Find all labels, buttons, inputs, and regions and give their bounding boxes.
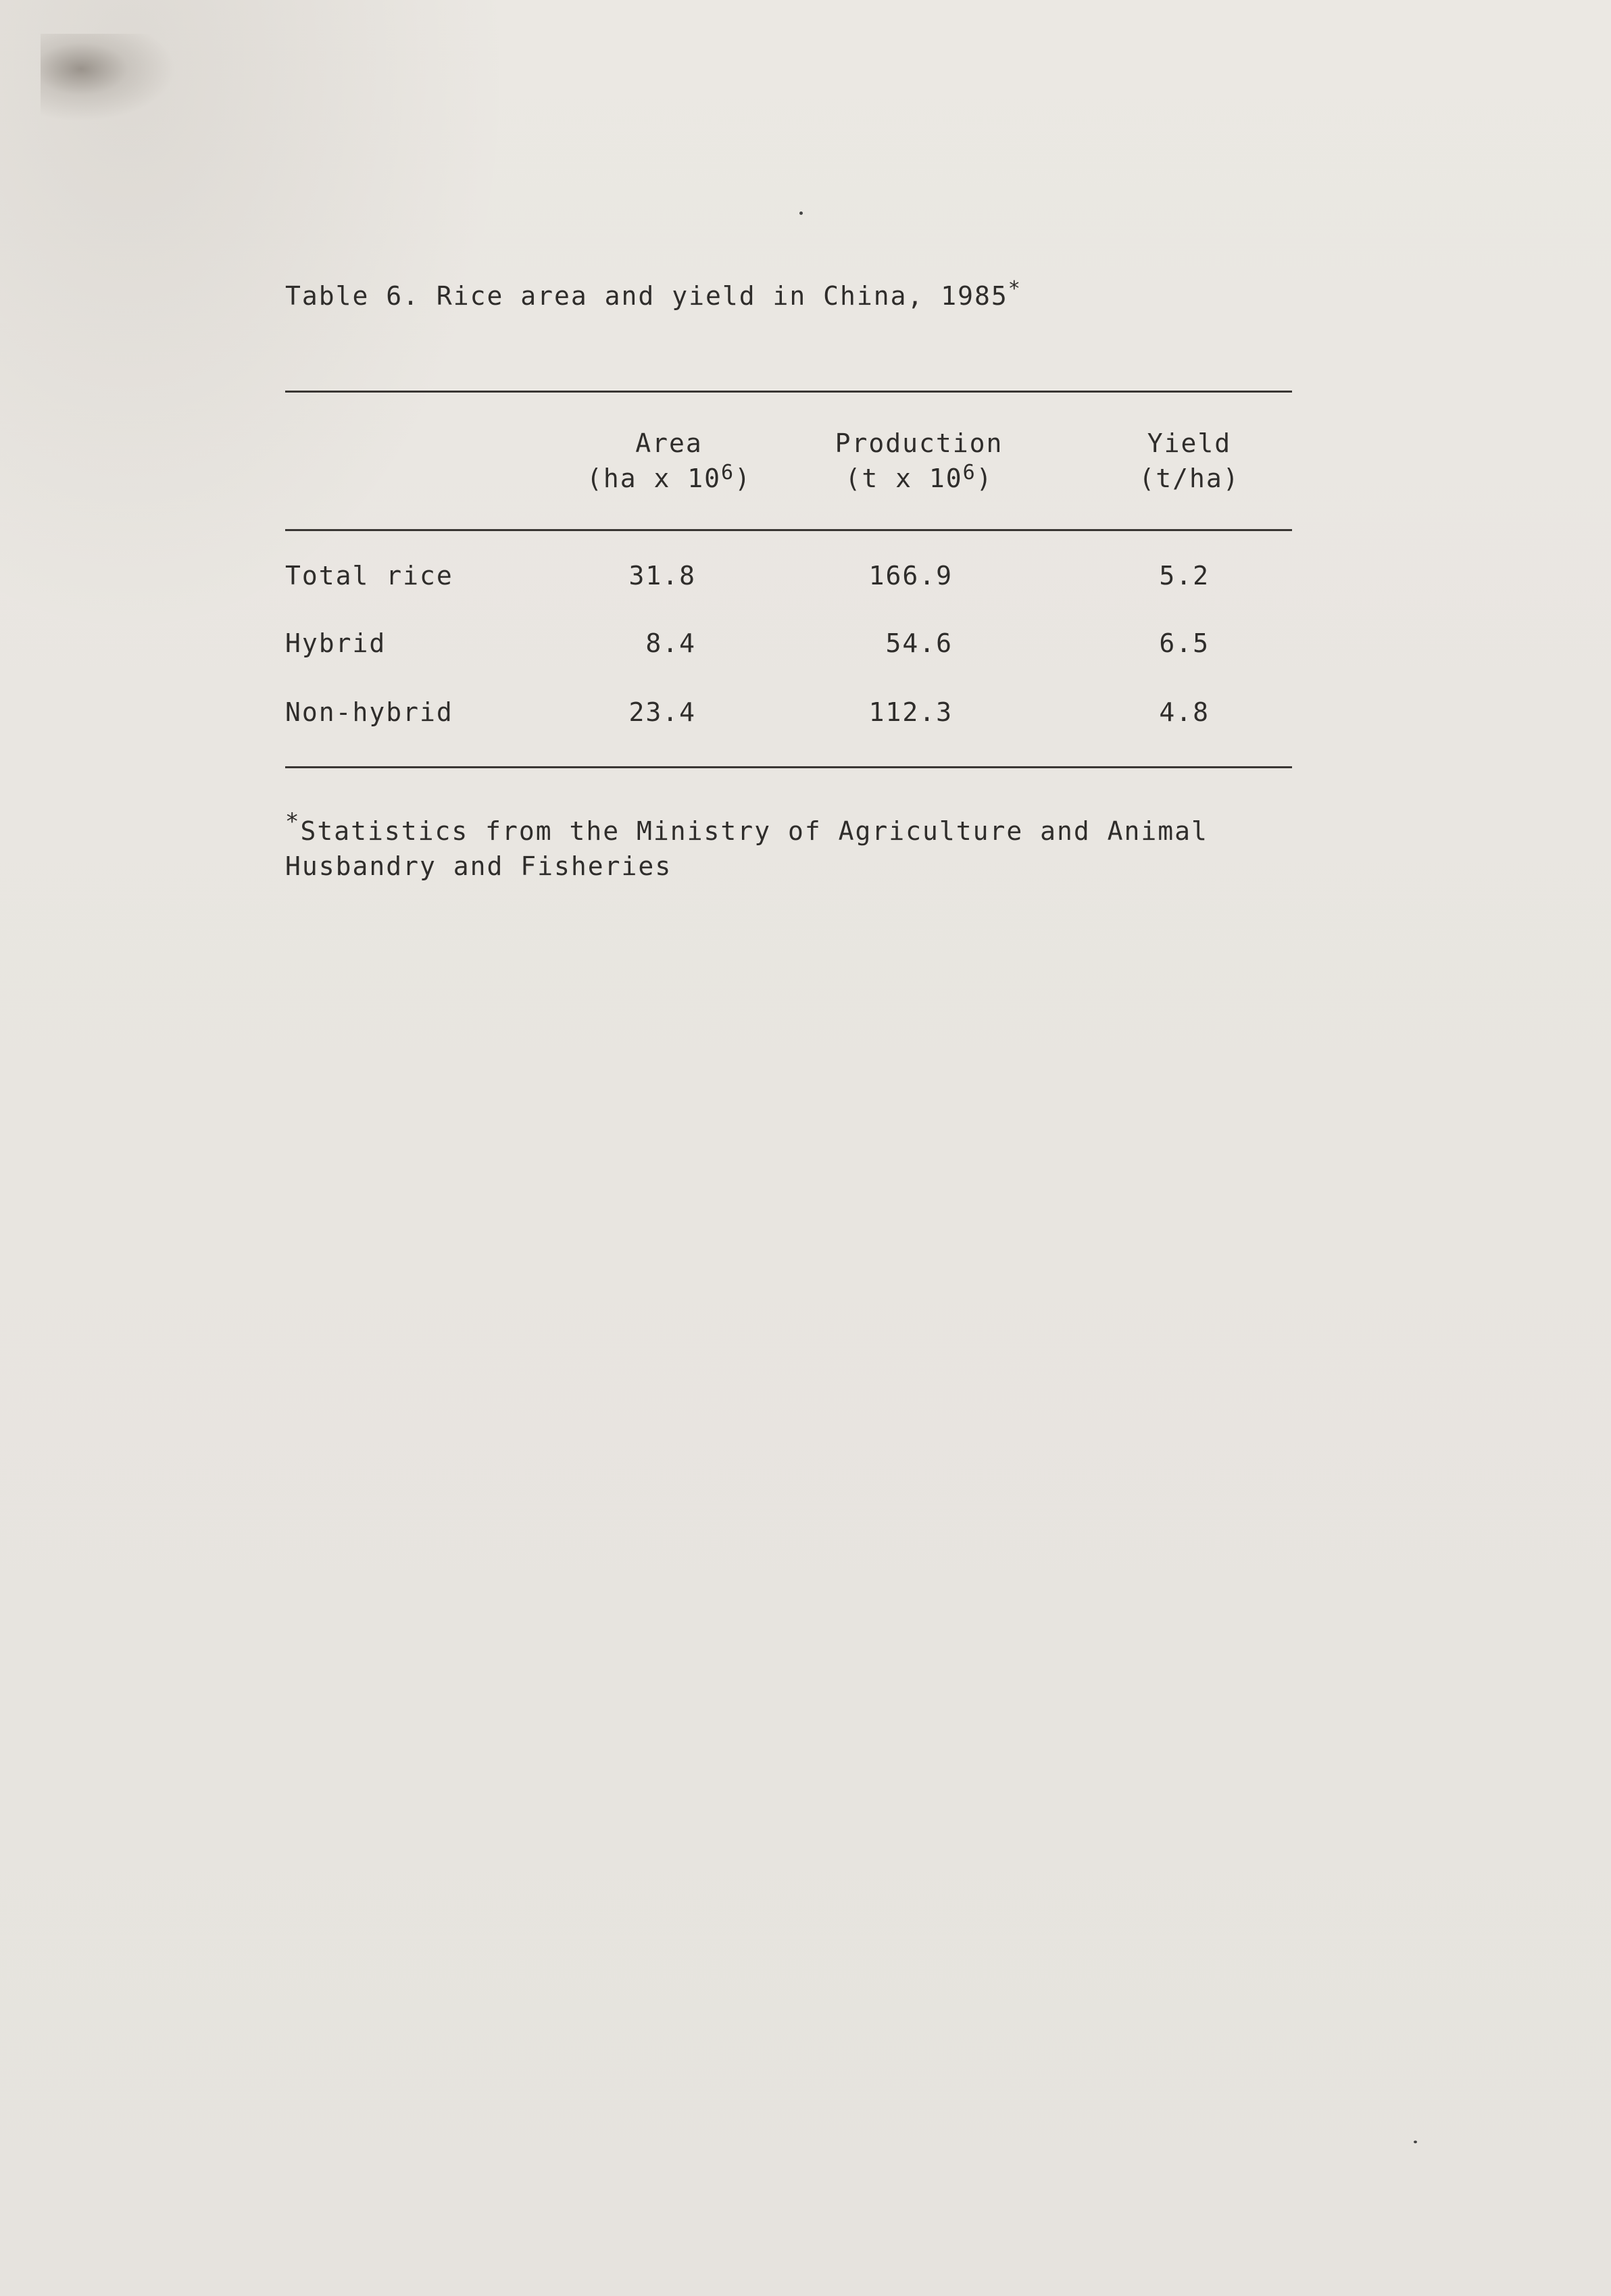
- cell-area-total-rice: 31.8: [628, 561, 696, 591]
- column-header-yield-title: Yield: [1147, 428, 1232, 458]
- page-speck: [1414, 2141, 1417, 2143]
- cell-yield-total-rice: 5.2: [1159, 561, 1210, 591]
- footnote-marker: *: [285, 808, 301, 835]
- column-header-production-title: Production: [835, 428, 1003, 458]
- column-header-yield-unit: (t/ha): [1139, 464, 1240, 493]
- page-stain: [41, 34, 176, 122]
- cell-yield-non-hybrid: 4.8: [1159, 697, 1210, 727]
- column-header-area-title: Area: [635, 428, 703, 458]
- cell-production-total-rice: 166.9: [868, 561, 953, 591]
- column-header-area: [574, 426, 764, 499]
- table-caption-text: Table 6. Rice area and yield in China, 1985: [285, 281, 1008, 311]
- footnote-text-1: Statistics from the Ministry of Agriculture and Animal: [300, 816, 1208, 846]
- table-bottom-rule: [285, 766, 1292, 768]
- footnote-line-1: [285, 808, 1208, 849]
- column-header-production: [811, 426, 1027, 499]
- cell-area-non-hybrid: 23.4: [628, 697, 696, 727]
- row-label-non-hybrid: Non-hybrid: [285, 697, 453, 727]
- cell-production-non-hybrid: 112.3: [868, 697, 953, 727]
- table-footnote: [285, 808, 1208, 883]
- cell-production-hybrid: 54.6: [885, 628, 953, 658]
- column-header-area-unit: (ha x $10^6$): [587, 461, 751, 493]
- column-header-yield: [1108, 426, 1270, 496]
- table-top-rule: [285, 391, 1292, 393]
- row-label-total-rice: Total rice: [285, 561, 453, 591]
- cell-area-hybrid: 8.4: [645, 628, 696, 658]
- table-caption: [285, 277, 1022, 311]
- caption-footnote-marker: *: [1008, 277, 1022, 301]
- cell-yield-hybrid: 6.5: [1159, 628, 1210, 658]
- page-speck: [799, 211, 803, 215]
- column-header-production-unit: (t x $10^6$): [845, 461, 993, 493]
- row-label-hybrid: Hybrid: [285, 628, 387, 658]
- footnote-line-2: Husbandry and Fisheries: [285, 851, 672, 881]
- table-header-rule: [285, 529, 1292, 531]
